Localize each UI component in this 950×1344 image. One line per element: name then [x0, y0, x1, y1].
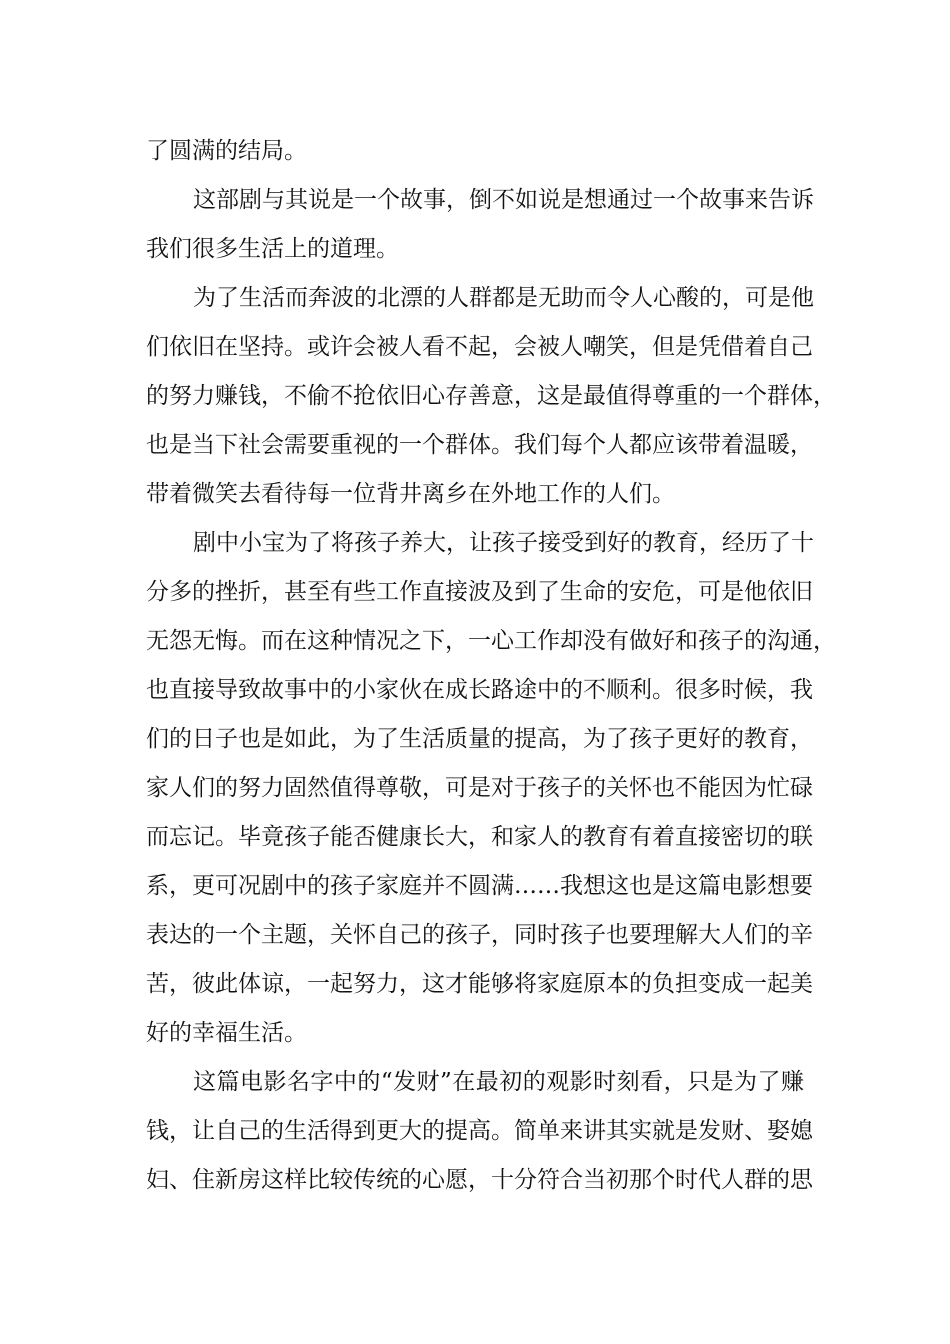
text-line: 们的日子也是如此，为了生活质量的提高，为了孩子更好的教育， — [146, 726, 813, 752]
text-line: 钱，让自己的生活得到更大的提高。简单来讲其实就是发财、娶媳 — [146, 1118, 813, 1144]
paragraph-first-line: 这篇电影名字中的“发财”在最初的观影时刻看，只是为了赚 — [193, 1069, 804, 1095]
text-line: 而忘记。毕竟孩子能否健康长大，和家人的教育有着直接密切的联 — [146, 824, 813, 850]
text-line: 带着微笑去看待每一位背井离乡在外地工作的人们。 — [146, 481, 675, 507]
text-line: 好的幸福生活。 — [146, 1020, 307, 1046]
text-line: 分多的挫折，甚至有些工作直接波及到了生命的安危，可是他依旧 — [146, 579, 813, 605]
paragraph-first-line: 这部剧与其说是一个故事，倒不如说是想通过一个故事来告诉 — [193, 187, 814, 213]
paragraph-first-line: 剧中小宝为了将孩子养大，让孩子接受到好的教育，经历了十 — [193, 530, 814, 556]
text-line: 们依旧在坚持。或许会被人看不起，会被人嘲笑，但是凭借着自己 — [146, 334, 813, 360]
text-line: 也是当下社会需要重视的一个群体。我们每个人都应该带着温暖， — [146, 432, 813, 458]
text-line: 表达的一个主题，关怀自己的孩子，同时孩子也要理解大人们的辛 — [146, 922, 813, 948]
text-line: 我们很多生活上的道理。 — [146, 236, 399, 262]
text-line: 系，更可况剧中的孩子家庭并不圆满……我想这也是这篇电影想要 — [146, 873, 813, 899]
text-line: 苦，彼此体谅，一起努力，这才能够将家庭原本的负担变成一起美 — [146, 971, 813, 997]
text-line: 无怨无悔。而在这种情况之下，一心工作却没有做好和孩子的沟通， — [146, 628, 836, 654]
text-line: 家人们的努力固然值得尊敬，可是对于孩子的关怀也不能因为忙碌 — [146, 775, 813, 801]
text-line: 也直接导致故事中的小家伙在成长路途中的不顺利。很多时候，我 — [146, 677, 813, 703]
paragraph-first-line: 为了生活而奔波的北漂的人群都是无助而令人心酸的，可是他 — [193, 285, 814, 311]
text-line: 了圆满的结局。 — [146, 138, 307, 164]
text-line: 的努力赚钱，不偷不抢依旧心存善意，这是最值得尊重的一个群体， — [146, 383, 836, 409]
text-line: 妇、住新房这样比较传统的心愿，十分符合当初那个时代人群的思 — [146, 1167, 813, 1193]
